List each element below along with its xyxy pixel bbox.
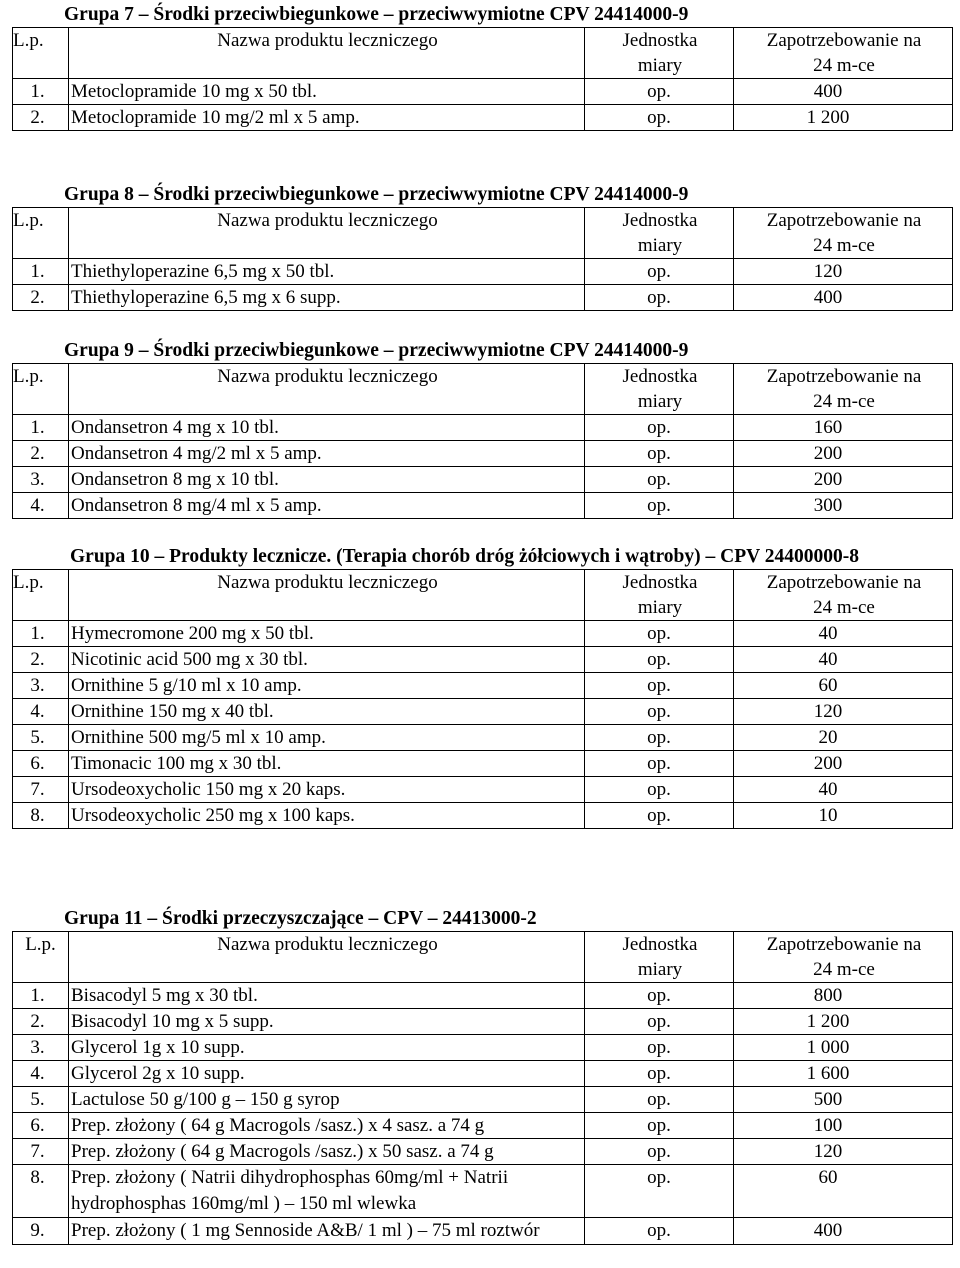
row-qty: 120 <box>734 699 953 725</box>
row-name: Prep. złożony ( 1 mg Sennoside A&B/ 1 ml ) – 75 ml roztwór <box>69 1218 585 1245</box>
row-name: Prep. złożony ( 64 g Macrogols /sasz.) x 50 sasz. a 74 g <box>69 1139 585 1165</box>
row-unit: op. <box>585 699 734 725</box>
row-name: Ondansetron 8 mg/4 ml x 5 amp. <box>69 493 585 519</box>
row-unit: op. <box>585 1113 734 1139</box>
table-header <box>13 28 953 79</box>
table-row <box>13 259 953 285</box>
row-unit: op. <box>585 621 734 647</box>
header-qty: Zapotrzebowanie na 24 m-ce <box>734 28 953 79</box>
row-unit: op. <box>585 1139 734 1165</box>
row-qty: 400 <box>734 79 953 105</box>
header-lp: L.p. <box>13 208 69 259</box>
table-row <box>13 493 953 519</box>
table-row <box>13 1165 953 1218</box>
table-row <box>13 673 953 699</box>
row-unit: op. <box>585 803 734 829</box>
row-name: Glycerol 2g x 10 supp. <box>69 1061 585 1087</box>
table-row <box>13 1113 953 1139</box>
row-lp: 2. <box>13 1009 69 1035</box>
row-lp: 2. <box>13 105 69 131</box>
header-lp: L.p. <box>13 28 69 79</box>
header-qty: Zapotrzebowanie na 24 m-ce <box>734 932 953 983</box>
table-row <box>13 621 953 647</box>
header-name: Nazwa produktu leczniczego <box>69 208 585 259</box>
row-name: Ondansetron 8 mg x 10 tbl. <box>69 467 585 493</box>
row-qty: 500 <box>734 1087 953 1113</box>
row-qty: 120 <box>734 1139 953 1165</box>
row-name: Bisacodyl 10 mg x 5 supp. <box>69 1009 585 1035</box>
group-7 <box>0 2 960 131</box>
group-title: Grupa 11 – Środki przeczyszczające – CPV – 24413000-2 <box>64 908 537 929</box>
header-unit: Jednostka miary <box>585 364 734 415</box>
header-lp: L.p. <box>13 364 69 415</box>
table-header <box>13 364 953 415</box>
row-qty: 60 <box>734 1165 953 1218</box>
row-unit: op. <box>585 725 734 751</box>
table-row <box>13 1009 953 1035</box>
header-qty: Zapotrzebowanie na 24 m-ce <box>734 570 953 621</box>
row-qty: 1 000 <box>734 1035 953 1061</box>
group-9 <box>0 338 960 519</box>
row-unit: op. <box>585 415 734 441</box>
row-lp: 2. <box>13 285 69 311</box>
row-lp: 3. <box>13 673 69 699</box>
row-qty: 200 <box>734 467 953 493</box>
header-name: Nazwa produktu leczniczego <box>69 932 585 983</box>
row-unit: op. <box>585 751 734 777</box>
group-11 <box>0 906 960 1245</box>
row-name: Timonacic 100 mg x 30 tbl. <box>69 751 585 777</box>
table-row <box>13 777 953 803</box>
row-lp: 1. <box>13 983 69 1009</box>
header-unit: Jednostka miary <box>585 932 734 983</box>
product-table <box>12 207 953 311</box>
row-unit: op. <box>585 1009 734 1035</box>
row-lp: 5. <box>13 1087 69 1113</box>
table-row <box>13 1218 953 1245</box>
row-unit: op. <box>585 1087 734 1113</box>
row-lp: 1. <box>13 259 69 285</box>
row-unit: op. <box>585 105 734 131</box>
row-lp: 7. <box>13 777 69 803</box>
header-unit: Jednostka miary <box>585 570 734 621</box>
header-qty: Zapotrzebowanie na 24 m-ce <box>734 208 953 259</box>
header-unit: Jednostka miary <box>585 28 734 79</box>
row-lp: 5. <box>13 725 69 751</box>
group-title: Grupa 9 – Środki przeciwbiegunkowe – przeciwwymiotne CPV 24414000-9 <box>64 340 689 361</box>
table-row <box>13 1061 953 1087</box>
row-lp: 4. <box>13 493 69 519</box>
product-table <box>12 363 953 519</box>
table-row <box>13 79 953 105</box>
table-row <box>13 803 953 829</box>
row-lp: 3. <box>13 1035 69 1061</box>
table-header <box>13 932 953 983</box>
row-unit: op. <box>585 79 734 105</box>
row-qty: 300 <box>734 493 953 519</box>
row-unit: op. <box>585 467 734 493</box>
row-qty: 20 <box>734 725 953 751</box>
row-lp: 6. <box>13 751 69 777</box>
header-qty: Zapotrzebowanie na 24 m-ce <box>734 364 953 415</box>
table-row <box>13 1035 953 1061</box>
row-name: Ornithine 150 mg x 40 tbl. <box>69 699 585 725</box>
table-row <box>13 467 953 493</box>
group-title: Grupa 10 – Produkty lecznicze. (Terapia chorób dróg żółciowych i wątroby) – CPV 24400000-8 <box>70 546 859 567</box>
table-row <box>13 699 953 725</box>
row-qty: 40 <box>734 621 953 647</box>
row-qty: 400 <box>734 1218 953 1245</box>
row-qty: 40 <box>734 647 953 673</box>
header-name: Nazwa produktu leczniczego <box>69 570 585 621</box>
row-qty: 400 <box>734 285 953 311</box>
row-lp: 2. <box>13 441 69 467</box>
row-qty: 40 <box>734 777 953 803</box>
row-name: Ornithine 5 g/10 ml x 10 amp. <box>69 673 585 699</box>
group-8 <box>0 182 960 311</box>
row-qty: 200 <box>734 751 953 777</box>
header-lp: L.p. <box>13 932 69 983</box>
row-name: Ursodeoxycholic 250 mg x 100 kaps. <box>69 803 585 829</box>
row-name: Thiethyloperazine 6,5 mg x 50 tbl. <box>69 259 585 285</box>
row-name: Hymecromone 200 mg x 50 tbl. <box>69 621 585 647</box>
row-lp: 1. <box>13 79 69 105</box>
product-table <box>12 27 953 131</box>
row-unit: op. <box>585 983 734 1009</box>
row-lp: 1. <box>13 621 69 647</box>
row-qty: 800 <box>734 983 953 1009</box>
row-name: Lactulose 50 g/100 g – 150 g syrop <box>69 1087 585 1113</box>
row-unit: op. <box>585 1218 734 1245</box>
row-lp: 1. <box>13 415 69 441</box>
row-unit: op. <box>585 493 734 519</box>
row-lp: 8. <box>13 803 69 829</box>
table-row <box>13 1087 953 1113</box>
row-unit: op. <box>585 673 734 699</box>
table-header <box>13 570 953 621</box>
row-qty: 120 <box>734 259 953 285</box>
header-name: Nazwa produktu leczniczego <box>69 28 585 79</box>
row-lp: 2. <box>13 647 69 673</box>
row-name: Thiethyloperazine 6,5 mg x 6 supp. <box>69 285 585 311</box>
row-qty: 60 <box>734 673 953 699</box>
group-title: Grupa 8 – Środki przeciwbiegunkowe – przeciwwymiotne CPV 24414000-9 <box>64 184 689 205</box>
row-lp: 3. <box>13 467 69 493</box>
row-lp: 8. <box>13 1165 69 1218</box>
table-row <box>13 983 953 1009</box>
row-qty: 10 <box>734 803 953 829</box>
row-name: Metoclopramide 10 mg x 50 tbl. <box>69 79 585 105</box>
row-lp: 4. <box>13 1061 69 1087</box>
group-10 <box>0 544 960 829</box>
row-qty: 1 200 <box>734 105 953 131</box>
row-lp: 7. <box>13 1139 69 1165</box>
product-table <box>12 569 953 829</box>
table-row <box>13 751 953 777</box>
table-row <box>13 725 953 751</box>
row-unit: op. <box>585 1165 734 1218</box>
row-name: Glycerol 1g x 10 supp. <box>69 1035 585 1061</box>
row-unit: op. <box>585 647 734 673</box>
row-qty: 100 <box>734 1113 953 1139</box>
group-title: Grupa 7 – Środki przeciwbiegunkowe – przeciwwymiotne CPV 24414000-9 <box>64 4 689 25</box>
table-row <box>13 1139 953 1165</box>
table-header <box>13 208 953 259</box>
row-qty: 1 200 <box>734 1009 953 1035</box>
table-row <box>13 647 953 673</box>
row-unit: op. <box>585 259 734 285</box>
row-name: Ondansetron 4 mg x 10 tbl. <box>69 415 585 441</box>
header-name: Nazwa produktu leczniczego <box>69 364 585 415</box>
row-unit: op. <box>585 777 734 803</box>
row-name: Prep. złożony ( Natrii dihydrophosphas 60mg/ml + Natrii hydrophosphas 160mg/ml ) – 150 ml wlewka <box>69 1165 585 1218</box>
row-name: Ondansetron 4 mg/2 ml x 5 amp. <box>69 441 585 467</box>
table-row <box>13 415 953 441</box>
header-unit: Jednostka miary <box>585 208 734 259</box>
table-row <box>13 441 953 467</box>
row-name: Bisacodyl 5 mg x 30 tbl. <box>69 983 585 1009</box>
table-row <box>13 105 953 131</box>
row-unit: op. <box>585 441 734 467</box>
product-table <box>12 931 953 1245</box>
row-lp: 9. <box>13 1218 69 1245</box>
table-row <box>13 285 953 311</box>
row-name: Metoclopramide 10 mg/2 ml x 5 amp. <box>69 105 585 131</box>
row-qty: 200 <box>734 441 953 467</box>
header-lp: L.p. <box>13 570 69 621</box>
row-name: Prep. złożony ( 64 g Macrogols /sasz.) x 4 sasz. a 74 g <box>69 1113 585 1139</box>
row-lp: 6. <box>13 1113 69 1139</box>
row-name: Nicotinic acid 500 mg x 30 tbl. <box>69 647 585 673</box>
row-unit: op. <box>585 285 734 311</box>
row-qty: 160 <box>734 415 953 441</box>
row-name: Ornithine 500 mg/5 ml x 10 amp. <box>69 725 585 751</box>
row-unit: op. <box>585 1061 734 1087</box>
row-qty: 1 600 <box>734 1061 953 1087</box>
row-lp: 4. <box>13 699 69 725</box>
row-name: Ursodeoxycholic 150 mg x 20 kaps. <box>69 777 585 803</box>
row-unit: op. <box>585 1035 734 1061</box>
